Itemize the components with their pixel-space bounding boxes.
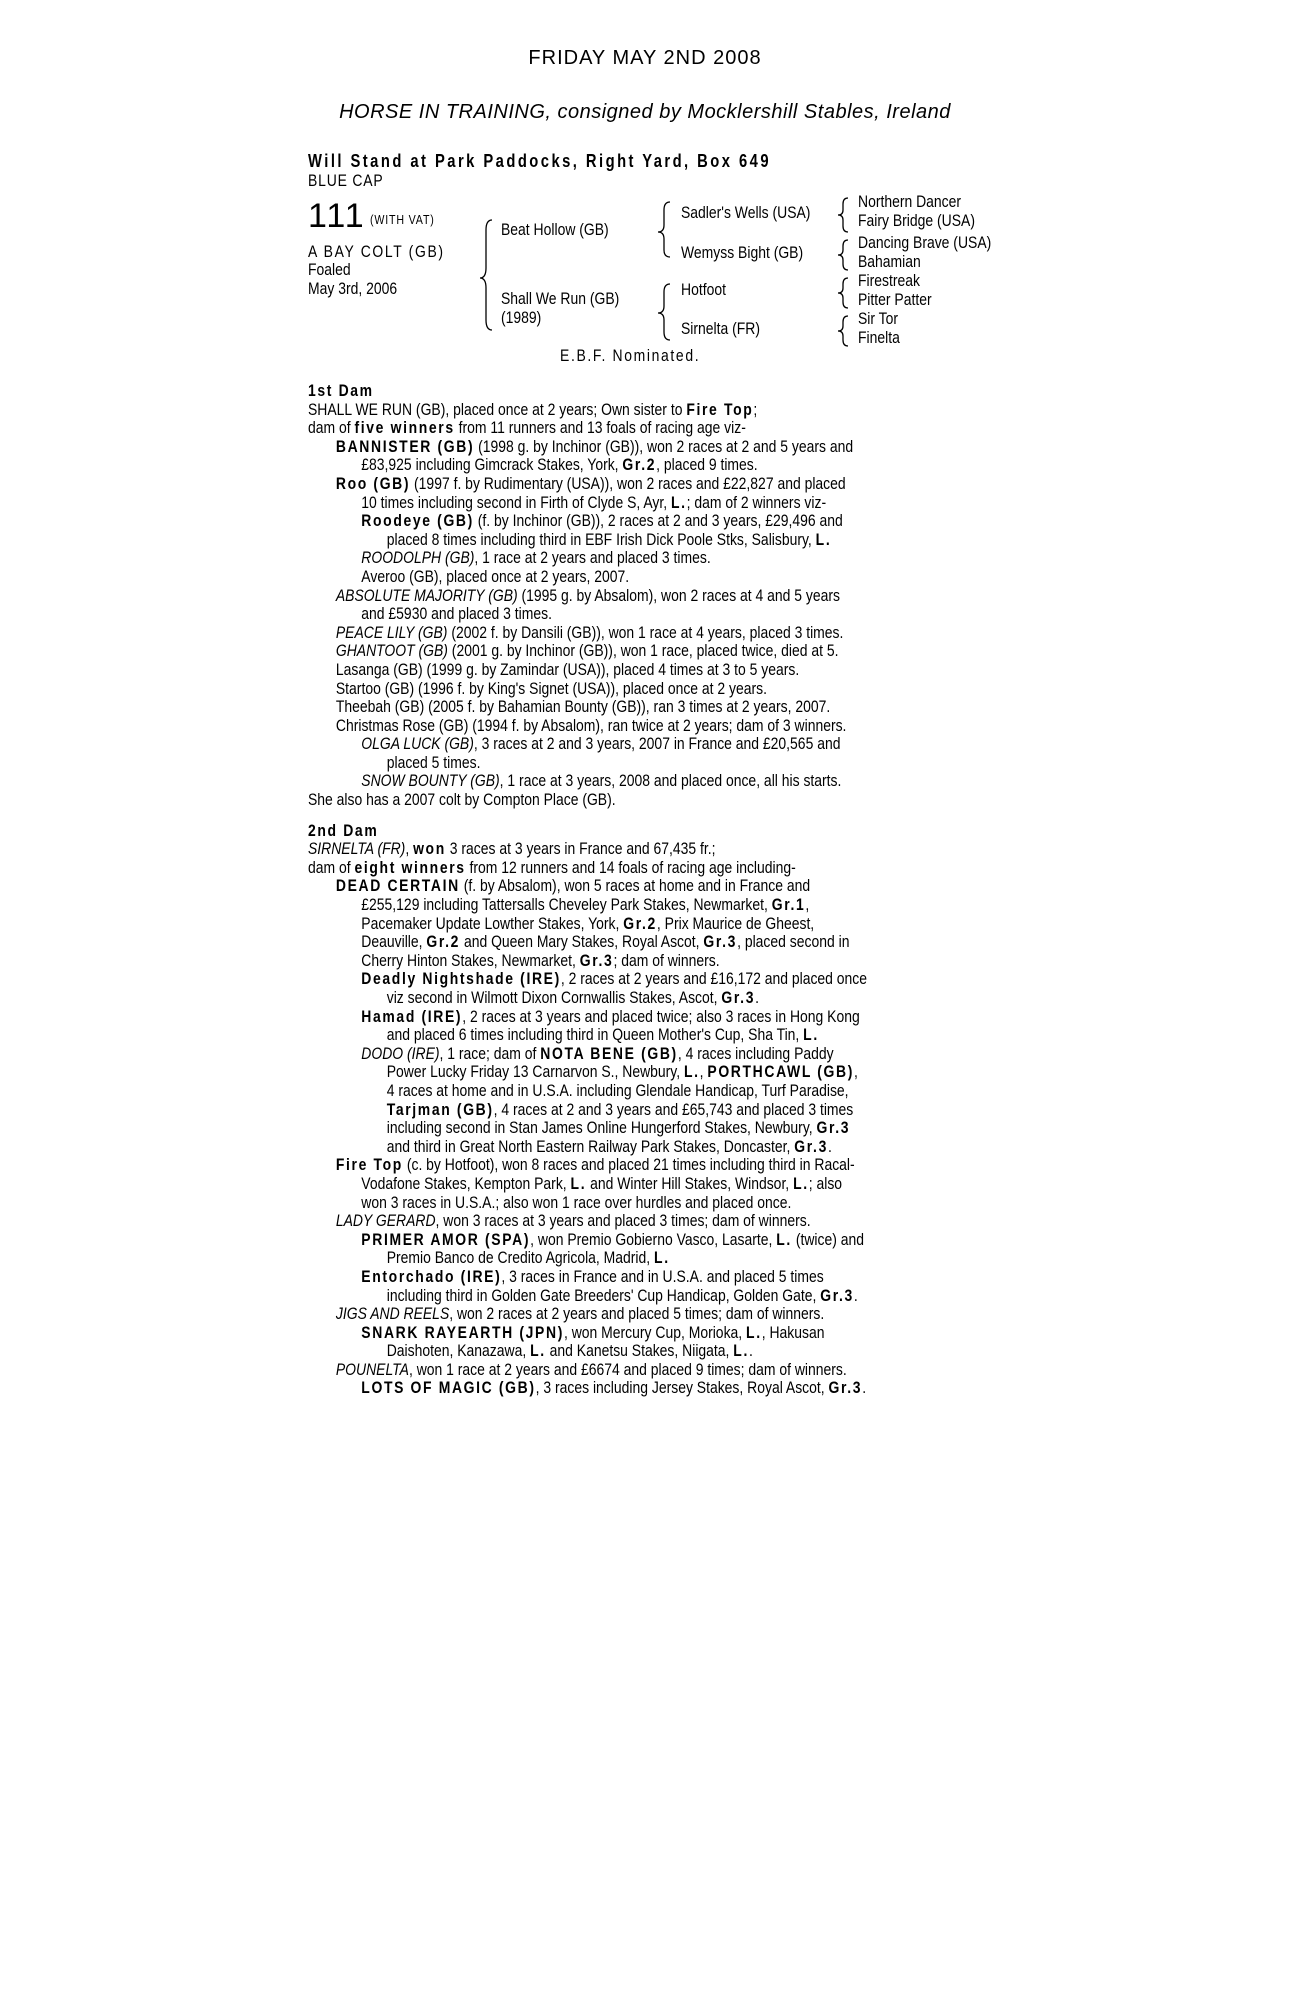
second-dam-text: , Prix Maurice de Gheest,	[656, 913, 815, 933]
first-dam-text: She also has a 2007 colt by Compton Place (GB).	[308, 790, 616, 810]
first-dam-text: placed 8 times including third in EBF Irish Dick Poole Stks, Salisbury,	[386, 529, 816, 549]
second-dam-text: , 1 race; dam of	[439, 1043, 541, 1063]
second-dam-line	[308, 1045, 964, 1064]
second-dam-text: Deadly Nightshade (IRE)	[361, 969, 561, 989]
second-dam-text: 3 races at 3 years in France and 67,435 fr.;	[445, 839, 716, 859]
second-dam-text: SIRNELTA (FR)	[308, 839, 406, 859]
first-dam-line	[308, 642, 964, 661]
brace-gen2-sire	[658, 202, 670, 257]
second-dam-line	[308, 1342, 964, 1361]
second-dam-heading: 2nd Dam	[308, 820, 379, 840]
first-dam-text: OLGA LUCK (GB)	[361, 734, 474, 754]
first-dam-text: SHALL WE RUN (GB), placed once at 2 years; Own sister to	[308, 399, 687, 419]
pedigree-dam-year: (1989)	[501, 308, 542, 327]
second-dam-text: ,	[699, 1062, 708, 1082]
first-dam-text: (1998 g. by Inchinor (GB)), won 2 races at 2 and 5 years and	[474, 436, 854, 456]
first-dam-text: , 1 race at 3 years, 2008 and placed once, all his starts.	[499, 771, 842, 791]
first-dam-text: , 1 race at 2 years and placed 3 times.	[474, 548, 711, 568]
second-dam-text: and Winter Hill Stakes, Windsor,	[586, 1173, 794, 1193]
first-dam-text: Roo (GB)	[335, 473, 411, 493]
second-dam-text: L.	[793, 1173, 809, 1193]
second-dam-text: SNARK RAYEARTH (JPN)	[361, 1322, 564, 1342]
second-dam-text: Fire Top	[335, 1155, 403, 1175]
brace-gen3-4	[838, 316, 848, 346]
stand-location: Will Stand at Park Paddocks, Right Yard, Box 649	[308, 151, 772, 171]
second-dam-text: eight winners	[354, 857, 466, 877]
first-dam-text: ;	[753, 399, 758, 419]
second-dam-text: Premio Banco de Credito Agricola, Madrid,	[386, 1248, 655, 1268]
first-dam-line	[308, 438, 964, 457]
second-dam-text: , won 1 race at 2 years and £6674 and placed 9 times; dam of winners.	[408, 1359, 847, 1379]
second-dam-text: from 12 runners and 14 foals of racing age including-	[465, 857, 796, 877]
second-dam-text: dam of	[308, 857, 355, 877]
second-dam-line	[308, 1268, 964, 1287]
second-dam-text: PRIMER AMOR (SPA)	[361, 1229, 531, 1249]
pedigree-sds: Dancing Brave (USA)	[858, 233, 992, 252]
second-dam-text: LADY GERARD	[335, 1211, 436, 1231]
second-dam-text: (c. by Hotfoot), won 8 races and placed 21 times including third in Racal-	[402, 1155, 855, 1175]
pedigree-sire: Beat Hollow (GB)	[501, 220, 609, 239]
second-dam-text: Gr.2	[623, 913, 657, 933]
first-dam-line	[308, 494, 964, 513]
first-dam-text: Theebah (GB) (2005 f. by Bahamian Bounty (GB)), ran 3 times at 2 years, 2007.	[335, 697, 831, 717]
second-dam-text: and Kanetsu Stakes, Niigata,	[545, 1341, 734, 1361]
second-dam-text: Hamad (IRE)	[361, 1006, 463, 1026]
second-dam-text: ; also	[808, 1173, 843, 1193]
second-dam-text: (f. by Absalom), won 5 races at home and in France and	[459, 876, 811, 896]
first-dam-line	[308, 735, 964, 754]
second-dam-text: Gr.2	[426, 932, 461, 952]
second-dam-text: .	[862, 1378, 867, 1398]
second-dam-text: , won 3 races at 3 years and placed 3 times; dam of winners.	[435, 1211, 811, 1231]
second-dam-text: ,	[805, 895, 810, 915]
second-dam-line	[308, 989, 964, 1008]
brace-gen3-1	[838, 198, 848, 232]
foaled-label: Foaled	[308, 260, 351, 279]
first-dam-text: dam of	[308, 418, 355, 438]
second-dam-line	[308, 1249, 964, 1268]
first-dam-text: Startoo (GB) (1996 f. by King's Signet (USA)), placed once at 2 years.	[335, 678, 768, 698]
first-dam-line	[308, 680, 964, 699]
second-dam-text: L.	[776, 1229, 792, 1249]
second-dam-text: Power Lucky Friday 13 Carnarvon S., Newbury,	[386, 1062, 684, 1082]
second-dam-text: including third in Golden Gate Breeders' Cup Handicap, Golden Gate,	[386, 1285, 821, 1305]
pedigree-sire-sire: Sadler's Wells (USA)	[681, 203, 811, 222]
second-dam-line	[308, 1194, 964, 1213]
first-dam-text: GHANTOOT (GB)	[335, 641, 448, 661]
first-dam-line	[308, 475, 964, 494]
second-dam-text: and third in Great North Eastern Railway Park Stakes, Doncaster,	[386, 1136, 795, 1156]
second-dam-line	[308, 877, 964, 896]
second-dam-text: , 2 races at 2 years and £16,172 and placed once	[560, 969, 868, 989]
first-dam-line	[308, 531, 964, 550]
first-dam-text: (2002 f. by Dansili (GB)), won 1 race at 4 years, placed 3 times.	[447, 622, 844, 642]
pedigree-ddd: Finelta	[858, 328, 900, 347]
second-dam-text: DODO (IRE)	[361, 1043, 440, 1063]
first-dam-text: Roodeye (GB)	[361, 511, 474, 531]
pedigree-dam-dam: Sirnelta (FR)	[681, 319, 761, 338]
second-dam-text: , Hakusan	[761, 1322, 825, 1342]
second-dam-text: ; dam of winners.	[613, 950, 720, 970]
cap-colour: BLUE CAP	[308, 171, 384, 190]
pedigree-sdd: Bahamian	[858, 252, 921, 271]
first-dam-text: £83,925 including Gimcrack Stakes, York,	[361, 455, 623, 475]
second-dam-text: Pacemaker Update Lowther Stakes, York,	[361, 913, 624, 933]
second-dam-line	[308, 896, 964, 915]
first-dam-line	[308, 401, 964, 420]
pedigree-dsd: Pitter Patter	[858, 290, 932, 309]
second-dam-text: , won 2 races at 2 years and placed 5 times; dam of winners.	[449, 1304, 825, 1324]
second-dam-line	[308, 1156, 964, 1175]
first-dam-heading: 1st Dam	[308, 381, 374, 400]
brace-gen3-3	[838, 278, 848, 308]
second-dam-text: L.	[654, 1248, 670, 1268]
second-dam-text: L.	[530, 1341, 546, 1361]
first-dam-line	[308, 587, 964, 606]
second-dam-text: £255,129 including Tattersalls Cheveley Park Stakes, Newmarket,	[361, 895, 772, 915]
second-dam-line	[308, 840, 964, 859]
second-dam-line	[308, 1361, 964, 1380]
first-dam-line	[308, 512, 964, 531]
second-dam-text: Gr.3	[579, 950, 614, 970]
second-dam-text: , 4 races at 2 and 3 years and £65,743 and placed 3 times	[493, 1099, 854, 1119]
vat-note: (WITH VAT)	[370, 212, 435, 227]
pedigree-dam-sire: Hotfoot	[681, 280, 726, 299]
second-dam-text: DEAD CERTAIN	[335, 876, 460, 896]
second-dam-text: ,	[405, 839, 414, 859]
second-dam-section	[308, 840, 964, 1398]
second-dam-line	[308, 1379, 964, 1398]
second-dam-text: Gr.3	[703, 932, 738, 952]
first-dam-line	[308, 661, 964, 680]
first-dam-section	[308, 401, 964, 810]
second-dam-text: L.	[803, 1025, 819, 1045]
first-dam-text: Averoo (GB), placed once at 2 years, 2007.	[361, 566, 630, 586]
ebf-nominated: E.B.F. Nominated.	[560, 346, 701, 365]
first-dam-text: , 3 races at 2 and 3 years, 2007 in France and £20,565 and	[473, 734, 841, 754]
first-dam-line	[308, 624, 964, 643]
second-dam-line	[308, 915, 964, 934]
second-dam-text: and Queen Mary Stakes, Royal Ascot,	[460, 932, 704, 952]
second-dam-text: Tarjman (GB)	[386, 1099, 494, 1119]
first-dam-text: L.	[670, 492, 687, 512]
first-dam-line	[308, 791, 964, 810]
second-dam-line	[308, 1119, 964, 1138]
first-dam-line	[308, 698, 964, 717]
second-dam-line	[308, 859, 964, 878]
pedigree-sire-dam: Wemyss Bight (GB)	[681, 243, 804, 262]
first-dam-line	[308, 605, 964, 624]
first-dam-text: L.	[815, 529, 832, 549]
second-dam-text: , 3 races in France and in U.S.A. and placed 5 times	[501, 1266, 824, 1286]
second-dam-text: L.	[746, 1322, 762, 1342]
second-dam-text: PORTHCAWL (GB)	[707, 1062, 855, 1082]
first-dam-text: Gr.2	[622, 455, 657, 475]
second-dam-text: Gr.3	[816, 1118, 851, 1138]
second-dam-line	[308, 1324, 964, 1343]
pedigree-dss: Firestreak	[858, 271, 920, 290]
second-dam-text: JIGS AND REELS	[335, 1304, 450, 1324]
second-dam-text: viz second in Wilmott Dixon Cornwallis Stakes, Ascot,	[386, 988, 722, 1007]
second-dam-line	[308, 933, 964, 952]
second-dam-text: won 3 races in U.S.A.; also won 1 race over hurdles and placed once.	[361, 1192, 792, 1212]
second-dam-line	[308, 1231, 964, 1250]
second-dam-text: including second in Stan James Online Hungerford Stakes, Newbury,	[386, 1118, 817, 1138]
first-dam-text: (1997 f. by Rudimentary (USA)), won 2 races and £22,827 and placed	[410, 473, 846, 493]
first-dam-text: five winners	[354, 418, 455, 438]
first-dam-line	[308, 568, 964, 587]
second-dam-text: .	[853, 1285, 858, 1305]
second-dam-line	[308, 1063, 964, 1082]
second-dam-line	[308, 1212, 964, 1231]
second-dam-text: .	[827, 1136, 832, 1156]
second-dam-text: , placed second in	[737, 932, 850, 952]
second-dam-line	[308, 1082, 964, 1101]
second-dam-text: (twice) and	[791, 1229, 864, 1249]
first-dam-line	[308, 717, 964, 736]
second-dam-text: , won Premio Gobierno Vasco, Lasarte,	[530, 1229, 777, 1249]
pedigree-dam: Shall We Run (GB)	[501, 289, 620, 308]
second-dam-line	[308, 1305, 964, 1324]
second-dam-text: POUNELTA	[335, 1359, 409, 1379]
first-dam-line	[308, 456, 964, 475]
first-dam-text: ; dam of 2 winners viz-	[686, 492, 827, 512]
pedigree-braces	[0, 0, 1290, 360]
pedigree-ssd: Fairy Bridge (USA)	[858, 211, 975, 230]
second-dam-text: .	[755, 988, 759, 1007]
first-dam-text: (1995 g. by Absalom), won 2 races at 4 and 5 years	[517, 585, 841, 605]
second-dam-text: ,	[854, 1062, 858, 1082]
second-dam-text: NOTA BENE (GB)	[540, 1043, 678, 1063]
second-dam-line	[308, 952, 964, 971]
brace-gen2-dam	[658, 284, 670, 340]
first-dam-text: , placed 9 times.	[656, 455, 758, 475]
second-dam-text: Entorchado (IRE)	[361, 1266, 502, 1286]
second-dam-text: L.	[733, 1341, 749, 1361]
first-dam-text: ROODOLPH (GB)	[361, 548, 475, 568]
second-dam-text: Gr.3	[820, 1285, 854, 1305]
first-dam-text: Lasanga (GB) (1999 g. by Zamindar (USA)), placed 4 times at 3 to 5 years.	[335, 659, 800, 679]
second-dam-text: and placed 6 times including third in Queen Mother's Cup, Sha Tin,	[386, 1025, 804, 1045]
second-dam-text: , 2 races at 3 years and placed twice; also 3 races in Hong Kong	[462, 1006, 860, 1026]
sale-date: FRIDAY MAY 2ND 2008	[528, 47, 762, 69]
first-dam-text: placed 5 times.	[386, 752, 481, 772]
second-dam-text: Cherry Hinton Stakes, Newmarket,	[361, 950, 580, 970]
second-dam-line	[308, 1287, 964, 1306]
second-dam-text: .	[748, 1341, 753, 1361]
pedigree-sss: Northern Dancer	[858, 192, 962, 211]
consignment-line: HORSE IN TRAINING, consigned by Mocklershill Stables, Ireland	[339, 101, 951, 123]
second-dam-line	[308, 970, 964, 989]
first-dam-text: from 11 runners and 13 foals of racing age viz-	[454, 418, 746, 438]
second-dam-text: , 4 races including Paddy	[677, 1043, 834, 1063]
lot-description: A BAY COLT (GB)	[308, 242, 445, 261]
foaled-date: May 3rd, 2006	[308, 279, 398, 298]
second-dam-text: Gr.3	[828, 1378, 863, 1398]
second-dam-line	[308, 1008, 964, 1027]
second-dam-line	[308, 1138, 964, 1157]
first-dam-text: BANNISTER (GB)	[335, 436, 475, 456]
second-dam-text: Gr.3	[794, 1136, 828, 1156]
second-dam-line	[308, 1101, 964, 1120]
first-dam-text: Christmas Rose (GB) (1994 f. by Absalom), ran twice at 2 years; dam of 3 winners.	[335, 715, 847, 735]
second-dam-text: won	[413, 839, 446, 859]
second-dam-line	[308, 1175, 964, 1194]
second-dam-text: 4 races at home and in U.S.A. including Glendale Handicap, Turf Paradise,	[386, 1080, 849, 1100]
second-dam-text: Daishoten, Kanazawa,	[386, 1341, 531, 1361]
second-dam-text: Gr.3	[721, 988, 756, 1007]
catalogue-body	[308, 382, 964, 1398]
first-dam-text: (f. by Inchinor (GB)), 2 races at 2 and 3 years, £29,496 and	[473, 511, 843, 531]
second-dam-text: Gr.1	[771, 895, 806, 915]
second-dam-text: Vodafone Stakes, Kempton Park,	[361, 1173, 571, 1193]
first-dam-text: PEACE LILY (GB)	[335, 622, 448, 642]
brace-gen3-2	[838, 240, 848, 270]
second-dam-text: L.	[683, 1062, 700, 1082]
first-dam-line	[308, 549, 964, 568]
second-dam-text: , won Mercury Cup, Morioka,	[563, 1322, 747, 1342]
first-dam-text: ABSOLUTE MAJORITY (GB)	[335, 585, 518, 605]
second-dam-text: L.	[570, 1173, 587, 1193]
first-dam-line	[308, 419, 964, 438]
first-dam-line	[308, 754, 964, 773]
second-dam-line	[308, 1026, 964, 1045]
second-dam-text: Deauville,	[361, 932, 427, 952]
lot-number: 111	[308, 197, 366, 235]
second-dam-text: LOTS OF MAGIC (GB)	[361, 1378, 536, 1398]
second-dam-text: , 3 races including Jersey Stakes, Royal Ascot,	[535, 1378, 829, 1398]
first-dam-text: SNOW BOUNTY (GB)	[361, 771, 500, 791]
first-dam-text: and £5930 and placed 3 times.	[361, 604, 552, 624]
pedigree-dds: Sir Tor	[858, 309, 899, 328]
brace-gen1	[480, 220, 492, 330]
first-dam-text: Fire Top	[686, 399, 754, 419]
first-dam-text: 10 times including second in Firth of Clyde S, Ayr,	[361, 492, 671, 512]
first-dam-text: (2001 g. by Inchinor (GB)), won 1 race, placed twice, died at 5.	[447, 641, 839, 661]
first-dam-line	[308, 772, 964, 791]
